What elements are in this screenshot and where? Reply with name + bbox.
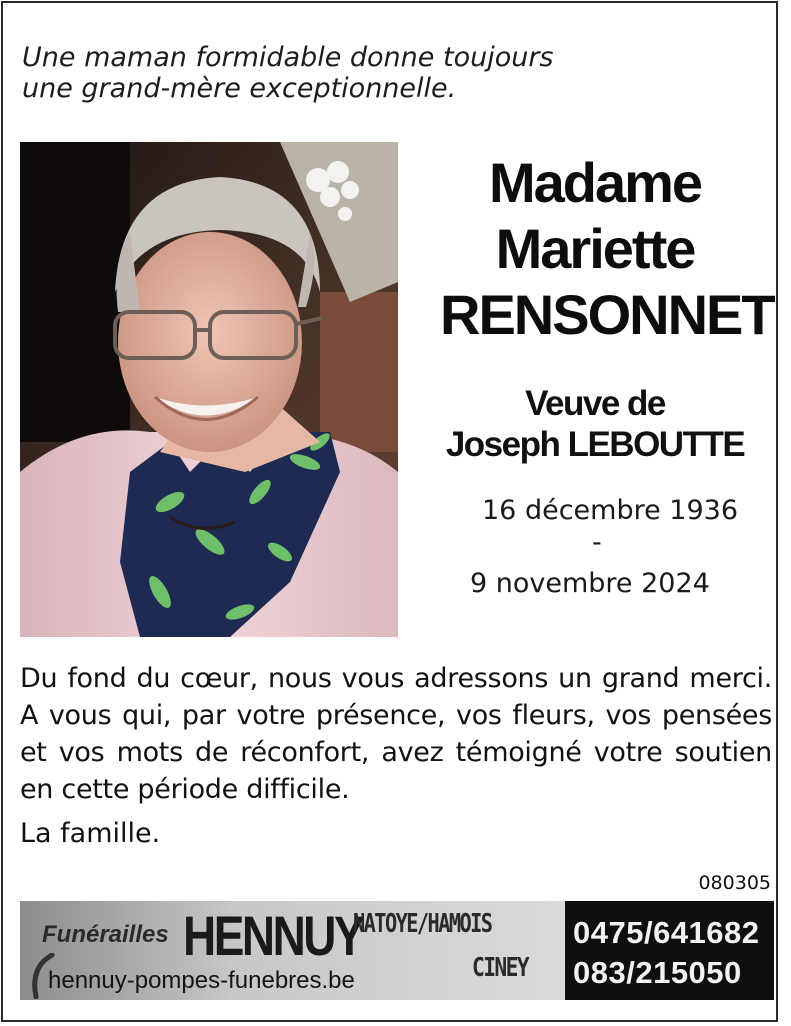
widow-of	[440, 383, 750, 465]
ad-phone-2[interactable]: 083/215050	[573, 955, 742, 990]
ad-location-1: NATOYE/HAMOIS	[353, 909, 492, 939]
date-separator: -	[592, 527, 602, 558]
name-first: Mariette	[495, 217, 695, 280]
family-signature: La famille.	[20, 818, 161, 849]
ad-location-2: CINEY	[472, 953, 528, 983]
opening-quote	[22, 42, 642, 104]
portrait-illustration	[20, 142, 398, 637]
ad-prefix: Funérailles	[42, 921, 169, 948]
quote-line-1: Une maman formidable donne toujours	[22, 42, 554, 73]
widow-line-1: Veuve de	[525, 384, 665, 423]
ad-phone-panel	[565, 901, 774, 1000]
widow-line-2: Joseph LEBOUTTE	[445, 425, 745, 464]
death-date: 9 novembre 2024	[470, 568, 710, 599]
funeral-home-ad	[20, 901, 774, 1000]
name-last: RENSONNET	[440, 283, 774, 346]
portrait-photo	[20, 142, 398, 637]
birth-date: 16 décembre 1936	[482, 495, 738, 526]
thank-you-message: Du fond du cœur, nous vous adressons un grand merci. A vous qui, par votre présence, vos fleurs, vos pensées et vos mots de réconfort, avez témoigné votre soutien en cette période difficile.	[20, 663, 772, 805]
ad-brand-logo: HENNUY	[183, 904, 363, 967]
reference-number: 080305	[698, 872, 771, 894]
deceased-name	[440, 150, 774, 348]
ad-website-link[interactable]: hennuy-pompes-funebres.be	[48, 967, 355, 994]
name-title: Madame	[488, 151, 702, 214]
quote-line-2: une grand-mère exceptionnelle.	[22, 73, 457, 104]
ad-phone-1[interactable]: 0475/641682	[573, 915, 760, 950]
